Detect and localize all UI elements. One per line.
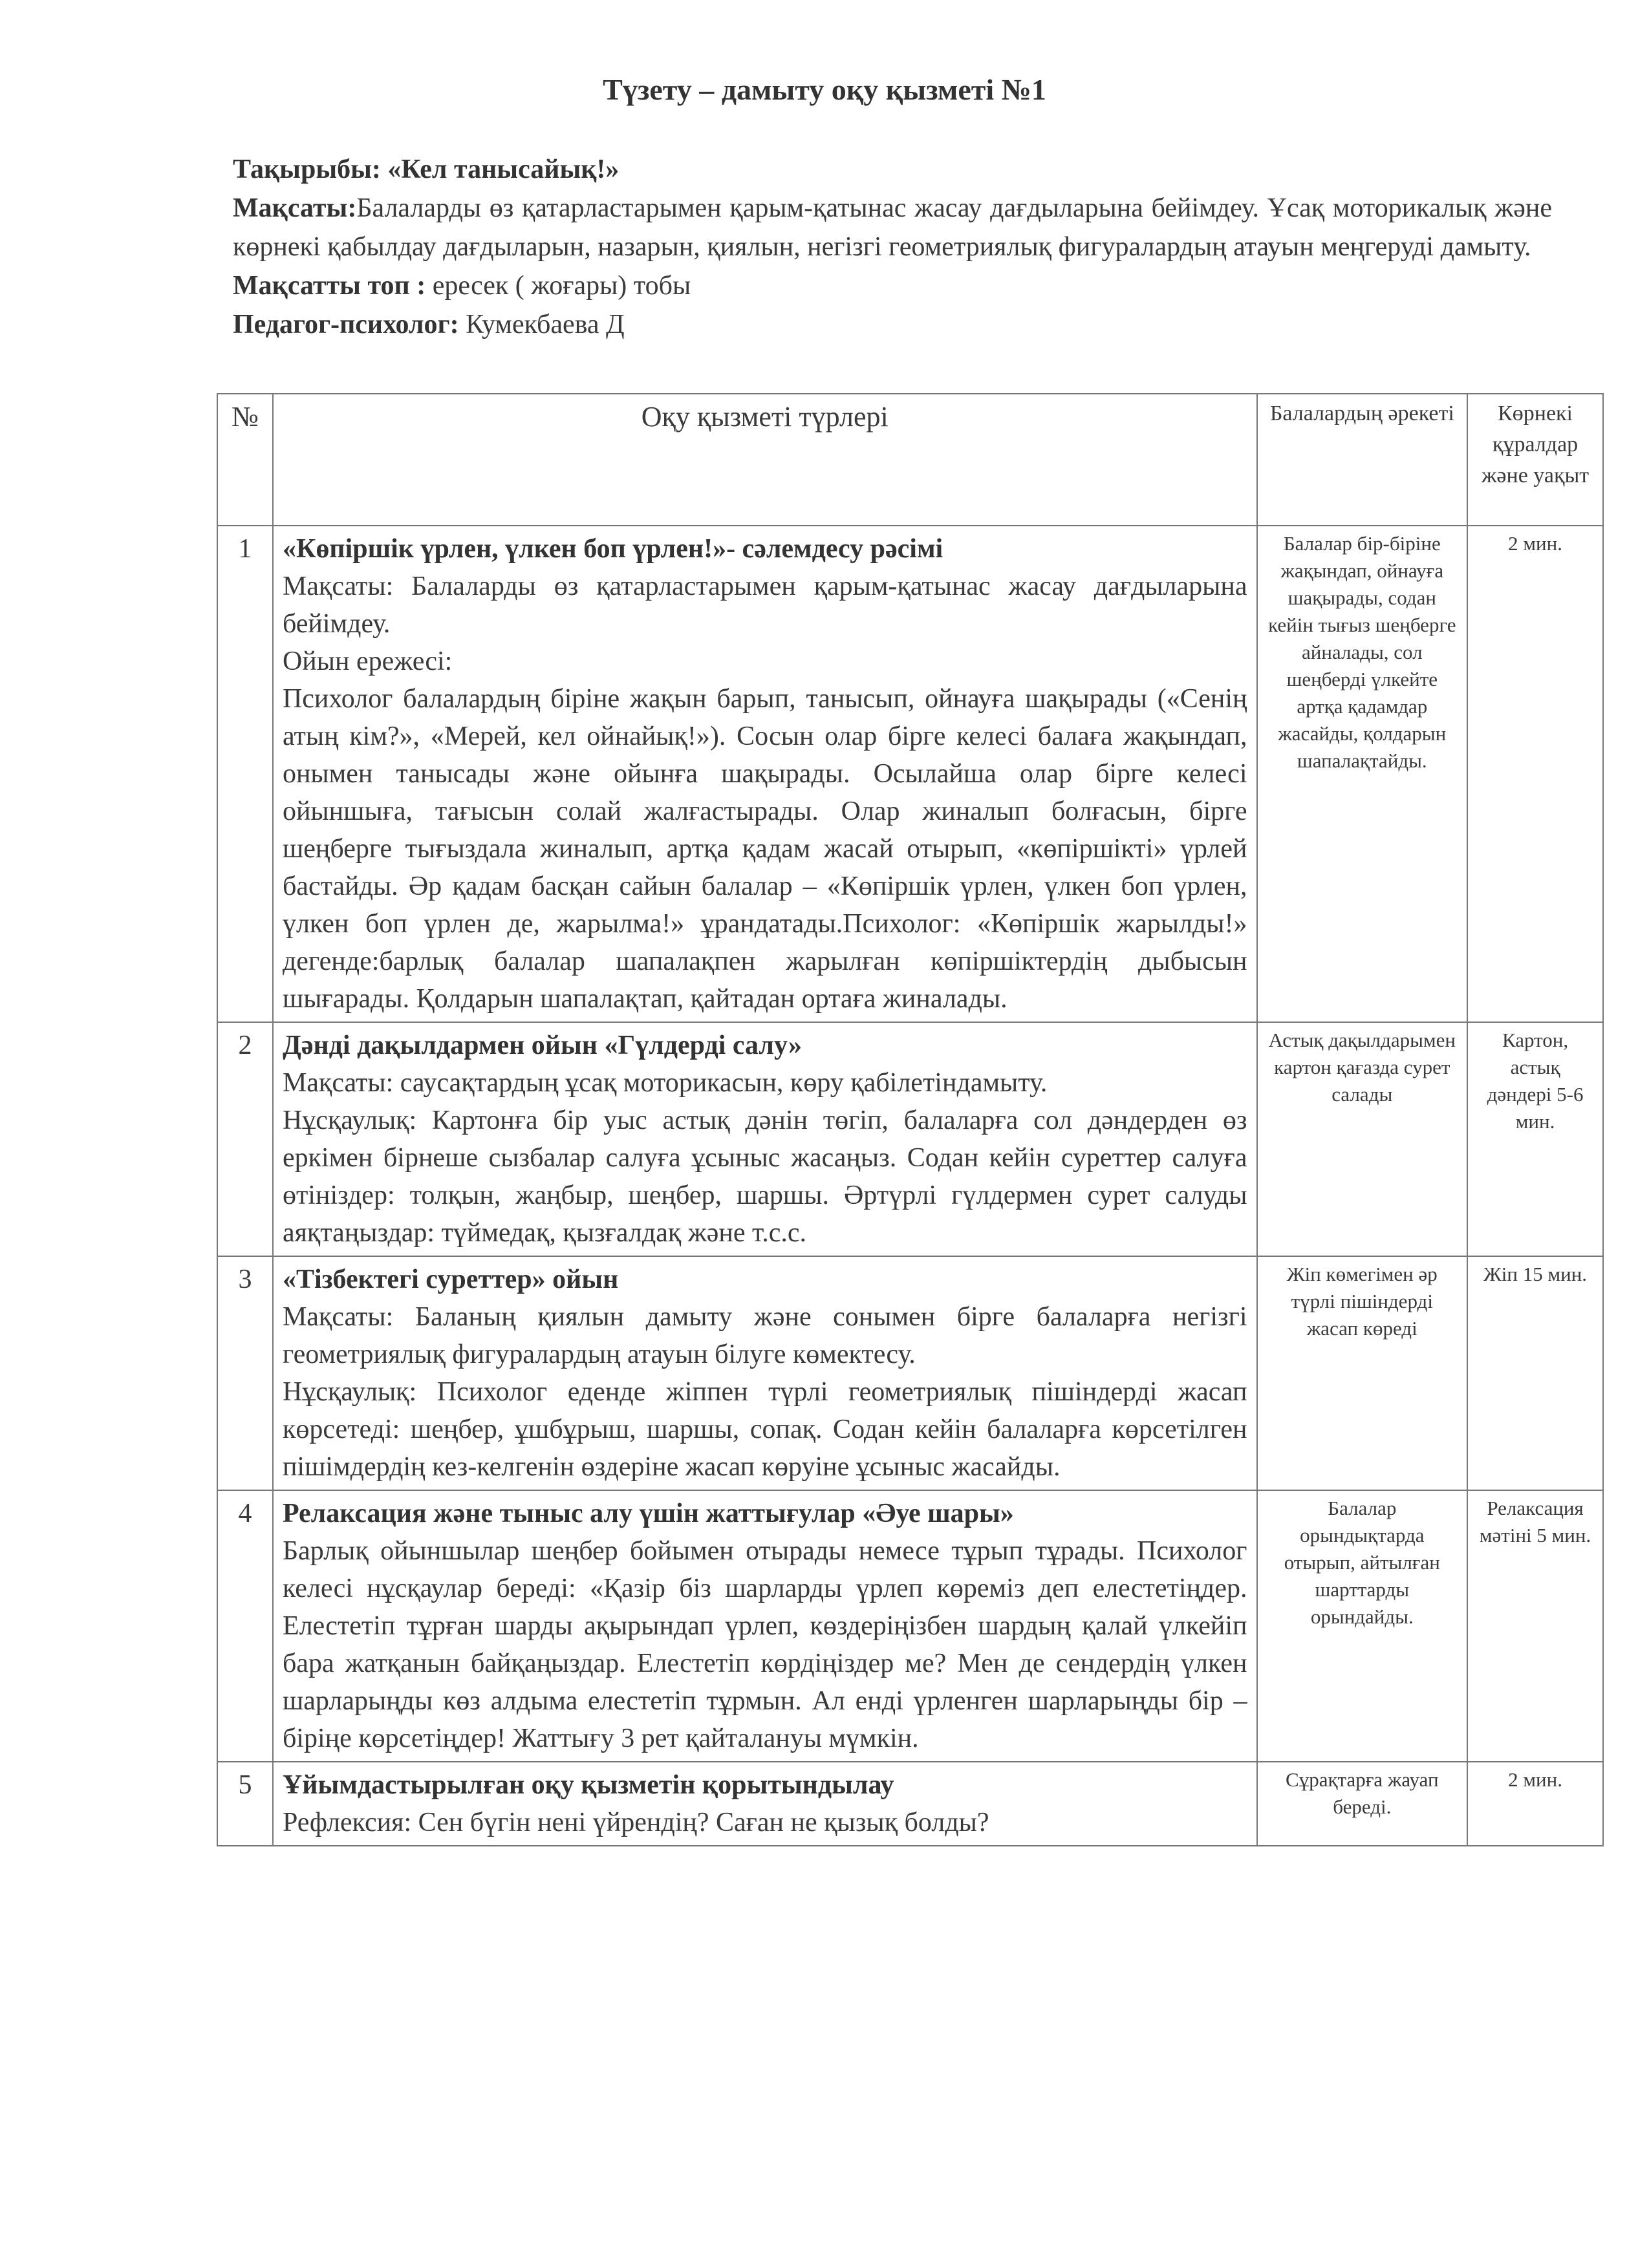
table-row: [217, 526, 1603, 1022]
row-number: 4: [217, 1490, 273, 1762]
table-row: [217, 1022, 1603, 1256]
activity-cell: [273, 526, 1257, 1022]
row-number: 3: [217, 1256, 273, 1490]
activity-title: Ұйымдастырылған оқу қызметін қорытындылау: [282, 1770, 894, 1800]
resources-time-cell: 2 мин.: [1467, 1762, 1603, 1846]
activity-cell: [273, 1256, 1257, 1490]
children-action-cell: Балалар орындықтарда отырып, айтылған шарттарды орындайды.: [1257, 1490, 1468, 1762]
resources-time-cell: Жіп 15 мин.: [1467, 1256, 1603, 1490]
children-action-cell: Жіп көмегімен әр түрлі пішіндерді жасап көреді: [1257, 1256, 1468, 1490]
activity-text: Рефлексия: Сен бүгін нені үйрендің? Саған не қызық болды?: [282, 1808, 989, 1837]
activity-text: Нұсқаулық: Картонға бір уыс астық дәнін төгіп, балаларға сол дәндерден өз еркімен бірнеше сызбалар салуға ұсыныс жасаңыз. Содан кейін суреттер салуға өтініздер: толқын, жаңбыр, шеңбер, шаршы. Әртүрлі гүлдермен сурет салуды аяқтаңыздар: түймедақ, қызғалдақ және т.с.с.: [282, 1106, 1247, 1248]
activity-text: Мақсаты: саусақтардың ұсақ моторикасын, көру қабілетіндамыту.: [282, 1068, 1048, 1098]
resources-time-cell: Релаксация мәтіні 5 мин.: [1467, 1490, 1603, 1762]
lesson-meta: [233, 150, 1552, 344]
goal-label: Мақсаты:: [233, 193, 357, 223]
table-row: [217, 1256, 1603, 1490]
group-label: Мақсатты топ :: [233, 271, 426, 301]
table-row: [217, 1762, 1603, 1846]
activity-table: [217, 393, 1604, 1846]
group-value: ересек ( жоғары) тобы: [426, 271, 691, 301]
activity-title: «Тізбектегі суреттер» ойын: [282, 1265, 619, 1294]
topic-line: [233, 150, 1552, 189]
row-number: 1: [217, 526, 273, 1022]
goal-value: Балаларды өз қатарластарымен қарым-қатынас жасау дағдыларына бейімдеу. Ұсақ моторикалық және көрнекі қабылдау дағдыларын, назарын, қиялын, негізгі геометриялық фигуралардың атауын меңгеруді дамыту.: [233, 193, 1552, 262]
activity-title: «Көпіршік үрлен, үлкен боп үрлен!»- сәлемдесу рәсімі: [282, 534, 943, 564]
children-action-cell: Сұрақтарға жауап береді.: [1257, 1762, 1468, 1846]
activity-cell: [273, 1022, 1257, 1256]
header-resources-time: Көрнекі құралдар және уақыт: [1467, 394, 1603, 526]
table-row: [217, 1490, 1603, 1762]
row-number: 5: [217, 1762, 273, 1846]
activity-text: Психолог балалардың біріне жақын барып, танысып, ойнауға шақырады («Сенің атың кім?», «Мерей, кел ойнайық!»). Сосын олар бірге келесі балаға жақындап, онымен танысады және ойынға шақырады. Осылайша олар бірге келесі ойыншыға, тағысын солай жалғастырады. Олар жиналып болғасын, бірге шеңберге тығыздала жиналып, артқа қадам жасай отырып, «көпіршікті» үрлей бастайды. Әр қадам басқан сайын балалар – «Көпіршік үрлен, үлкен боп үрлен, үлкен боп үрлен де, жарылма!» ұрандатады.Психолог: «Көпіршік жарылды!» дегенде:барлық балалар шапалақпен жарылған көпіршіктердің дыбысын шығарады. Қолдарын шапалақтап, қайтадан ортаға жиналады.: [282, 684, 1247, 1014]
children-action-cell: Балалар бір-біріне жақындап, ойнауға шақырады, содан кейін тығыз шеңберге айналады, сол шеңберді үлкейте артқа қадамдар жасайды, қолдарын шапалақтайды.: [1257, 526, 1468, 1022]
activity-title: Дәнді дақылдармен ойын «Гүлдерді салу»: [282, 1031, 803, 1060]
topic-label: Тақырыбы:: [233, 155, 381, 184]
activity-text: Нұсқаулық: Психолог еденде жіппен түрлі геометриялық пішіндерді жасап көрсетеді: шеңбер, ұшбұрыш, шаршы, сопақ. Содан кейін балаларға көрсетілген пішімдердің кез-келгенін өздеріне жасап көруіне ұсыныс жасайды.: [282, 1377, 1247, 1482]
resources-time-cell: Картон, астық дәндері 5-6 мин.: [1467, 1022, 1603, 1256]
psychologist-label: Педагог-психолог:: [233, 310, 459, 339]
activity-text: Мақсаты: Балаларды өз қатарластарымен қарым-қатынас жасау дағдыларына бейімдеу.: [282, 572, 1247, 639]
header-activity: Оқу қызметі түрлері: [273, 394, 1257, 526]
psychologist-value: Кумекбаева Д: [458, 310, 625, 339]
document-title: Түзету – дамыту оқу қызметі №1: [603, 73, 1046, 106]
row-number: 2: [217, 1022, 273, 1256]
header-children-action: Балалардың әрекеті: [1257, 394, 1468, 526]
activity-cell: [273, 1490, 1257, 1762]
activity-text: Ойын ережесі:: [282, 647, 453, 676]
psychologist-line: [233, 305, 1552, 344]
activity-text: Мақсаты: Баланың қиялын дамыту және сонымен бірге балаларға негізгі геометриялық фигуралардың атауын білуге көмектесу.: [282, 1302, 1247, 1369]
group-line: [233, 266, 1552, 305]
activity-title: Релаксация және тыныс алу үшін жаттығулар «Әуе шары»: [282, 1499, 1014, 1528]
header-num: №: [217, 394, 273, 526]
activity-cell: [273, 1762, 1257, 1846]
children-action-cell: Астық дақылдарымен картон қағазда сурет салады: [1257, 1022, 1468, 1256]
resources-time-cell: 2 мин.: [1467, 526, 1603, 1022]
topic-value: «Кел танысайық!»: [387, 155, 620, 184]
activity-text: Барлық ойыншылар шеңбер бойымен отырады немесе тұрып тұрады. Психолог келесі нұсқаулар береді: «Қазір біз шарларды үрлеп көреміз деп елестетіңдер. Елестетіп тұрған шарды ақырындап үрлеп, көздеріңізбен шардың қалай үлкейіп бара жатқанын байқаңыздар. Елестетіп көрдіңіздер ме? Мен де сендердің үлкен шарларыңды көз алдыма елестетіп тұрмын. Ал енді үрленген шарларыңды бір – біріңе көрсетіңдер! Жаттығу 3 рет қайталануы мүмкін.: [282, 1536, 1247, 1753]
goal-line: [233, 189, 1552, 266]
table-header-row: [217, 394, 1603, 526]
